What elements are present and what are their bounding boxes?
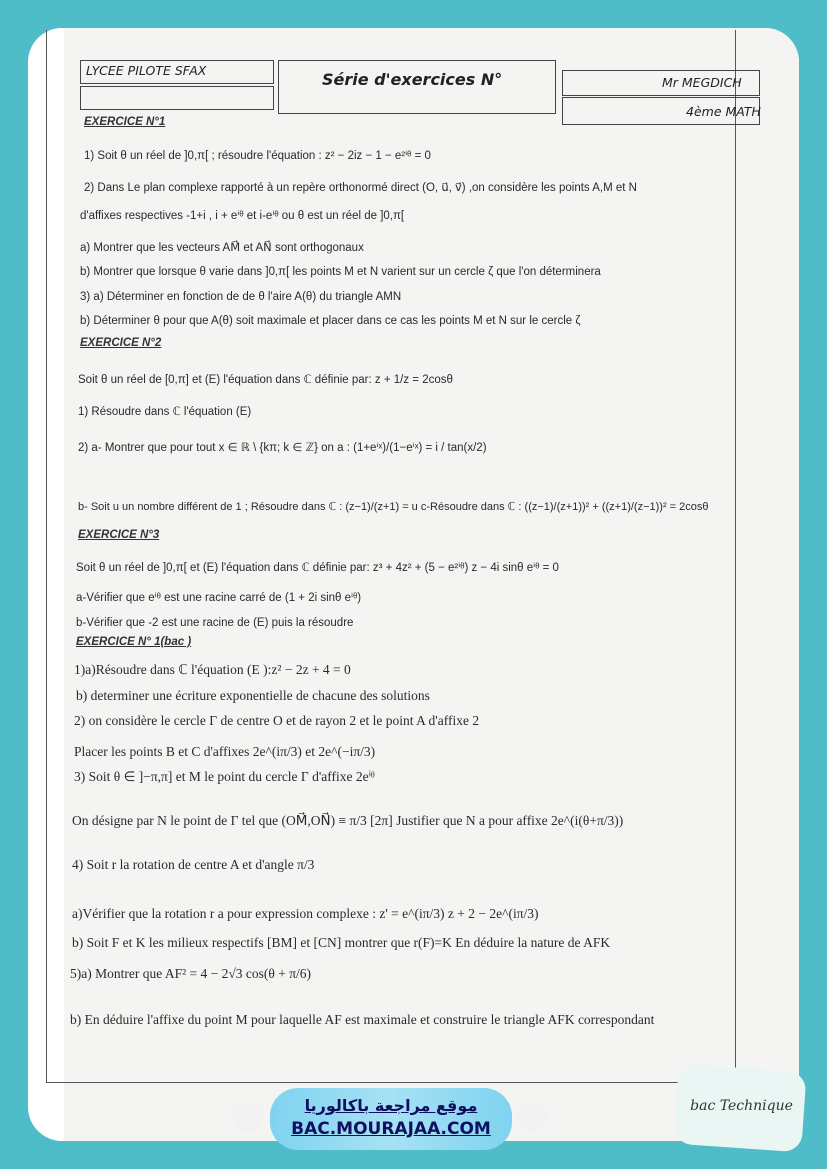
teacher-name: Mr MEGDICH (662, 75, 742, 90)
school-name: LYCEE PILOTE SFAX (86, 63, 207, 78)
site-url[interactable]: BAC.MOURAJAA.COM (291, 1119, 491, 1139)
exercise-1-title: EXERCICE N°1 (84, 116, 166, 128)
ex4-line: 2) on considère le cercle Γ de centre O et de rayon 2 et le point A d'affixe 2 (74, 713, 480, 728)
ex4-line: 4) Soit r la rotation de centre A et d'angle π/3 (72, 857, 315, 872)
ex4-line: a)Vérifier que la rotation r a pour expression complexe : z' = e^(iπ/3) z + 2 − 2e^(iπ/3) (72, 906, 539, 921)
logo-icon (233, 1103, 263, 1133)
site-name-arabic[interactable]: موقع مراجعة باكالوريا (304, 1096, 478, 1115)
ex3-line: a-Vérifier que eⁱᶿ est une racine carré de (1 + 2i sinθ eⁱᶿ) (76, 592, 362, 604)
ex1-line: 1) Soit θ un réel de ]0,π[ ; résoudre l'équation : z² − 2iz − 1 − e²ⁱᶿ = 0 (84, 150, 431, 162)
ex1-line: b) Montrer que lorsque θ varie dans ]0,π[ les points M et N varient sur un cercle ζ que l'on déterminera (80, 266, 601, 278)
ex4-line: b) En déduire l'affixe du point M pour laquelle AF est maximale et construire le triangle AFK correspondant (70, 1012, 655, 1027)
class-name: 4ème MATH (686, 104, 761, 119)
ex4-line: 3) Soit θ ∈ ]−π,π] et M le point du cercle Γ d'affixe 2eⁱᶿ (74, 769, 375, 784)
ex4-line: 1)a)Résoudre dans ℂ l'équation (E ):z² − 2z + 4 = 0 (74, 662, 351, 677)
ex4-line: Placer les points B et C d'affixes 2e^(iπ/3) et 2e^(−iπ/3) (74, 744, 376, 759)
exercise-bac-title: EXERCICE N° 1(bac ) (76, 636, 192, 648)
ex1-line: 2) Dans Le plan complexe rapporté à un repère orthonormé direct (O, u⃗, v⃗) ,on considère les points A,M et N (84, 182, 637, 194)
ex3-line: Soit θ un réel de ]0,π[ et (E) l'équation dans ℂ définie par: z³ + 4z² + (5 − e²ⁱᶿ) z − 4i sinθ eⁱᶿ = 0 (76, 562, 559, 574)
ex2-line: b- Soit u un nombre différent de 1 ; Résoudre dans ℂ : (z−1)/(z+1) = u c-Résoudre dans ℂ : ((z−1)/(z+1))² + ((z+1)/(z−1))² = 2cosθ (78, 501, 709, 513)
ex1-line: b) Déterminer θ pour que A(θ) soit maximale et placer dans ce cas les points M et N sur le cercle ζ (80, 315, 581, 327)
ex2-line: 1) Résoudre dans ℂ l'équation (E) (78, 406, 252, 418)
ex3-line: b-Vérifier que -2 est une racine de (E) puis la résoudre (76, 617, 354, 629)
ex2-line: 2) a- Montrer que pour tout x ∈ ℝ \ {kπ; k ∈ ℤ} on a : (1+eⁱˣ)/(1−eⁱˣ) = i / tan(x/2) (78, 442, 487, 454)
ex4-line: On désigne par N le point de Γ tel que (OM⃗,ON⃗) ≡ π/3 [2π] Justifier que N a pour affixe 2e^(i(θ+π/3)) (72, 813, 624, 828)
ex4-line: 5)a) Montrer que AF² = 4 − 2√3 cos(θ + π/6) (70, 966, 312, 981)
ex4-line: b) determiner une écriture exponentielle de chacune des solutions (76, 688, 430, 703)
bac-technique-badge (673, 1064, 806, 1153)
school-box-blank (80, 86, 274, 110)
ex1-line: 3) a) Déterminer en fonction de de θ l'aire A(θ) du triangle AMN (80, 291, 402, 303)
series-title: Série d'exercices N° (322, 70, 503, 89)
ex2-line: Soit θ un réel de [0,π] et (E) l'équation dans ℂ définie par: z + 1/z = 2cosθ (78, 374, 453, 386)
site-banner[interactable] (270, 1088, 512, 1150)
ex1-line: a) Montrer que les vecteurs AM⃗ et AN⃗ sont orthogonaux (80, 242, 364, 254)
exercise-3-title: EXERCICE N°3 (78, 529, 160, 541)
ex1-line: d'affixes respectives -1+i , i + eⁱᶿ et i-eⁱᶿ ou θ est un réel de ]0,π[ (80, 210, 405, 222)
badge-text: bac Technique (690, 1098, 793, 1115)
exercise-2-title: EXERCICE N°2 (80, 337, 162, 349)
logo-icon (517, 1103, 547, 1133)
ex4-line: b) Soit F et K les milieux respectifs [BM] et [CN] montrer que r(F)=K En déduire la nature de AFK (72, 935, 611, 950)
